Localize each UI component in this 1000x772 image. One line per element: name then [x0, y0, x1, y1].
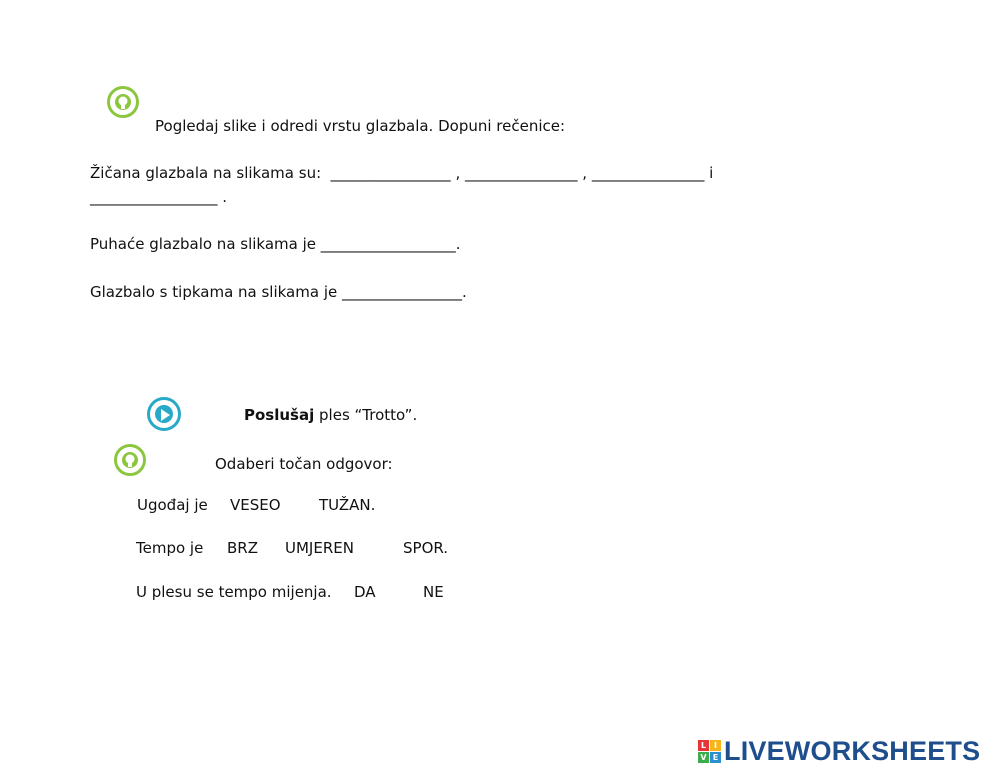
keyboard-instrument-line	[90, 283, 467, 301]
lightbulb-icon	[114, 444, 146, 476]
blank-a[interactable]: ________________	[330, 164, 451, 182]
liveworksheets-logo	[698, 736, 980, 766]
listen-rest: ples “Trotto”.	[319, 406, 418, 424]
line1-text: Žičana glazbala na slikama su:	[90, 164, 322, 182]
option-spor[interactable]: SPOR.	[403, 539, 449, 557]
badge-letter: E	[710, 752, 721, 763]
line3-text: Glazbalo s tipkama na slikama je	[90, 283, 338, 301]
logo-text: LIVEWORKSHEETS	[724, 735, 981, 766]
separator: ,	[455, 164, 461, 182]
option-tuzan[interactable]: TUŽAN.	[319, 496, 376, 514]
listen-text	[244, 406, 417, 424]
string-instruments-line	[90, 164, 713, 182]
line2-text: Puhaće glazbalo na slikama je	[90, 235, 317, 253]
badge-letter: V	[698, 752, 709, 763]
listen-bold: Poslušaj	[244, 406, 315, 424]
option-brz[interactable]: BRZ	[227, 539, 258, 557]
choose-text: Odaberi točan odgovor:	[215, 455, 393, 473]
blank-f[interactable]: ________________	[342, 283, 463, 301]
q1-label: Ugođaj je	[137, 496, 208, 514]
string-instruments-line-cont	[90, 188, 227, 206]
wind-instrument-line	[90, 235, 461, 253]
option-ne[interactable]: NE	[423, 583, 444, 601]
logo-badge	[698, 740, 721, 763]
play-icon[interactable]	[147, 397, 181, 431]
option-veseo[interactable]: VESEO	[230, 496, 281, 514]
q2-label: Tempo je	[136, 539, 204, 557]
lightbulb-icon	[107, 86, 139, 118]
period: .	[455, 235, 461, 253]
q3-label: U plesu se tempo mijenja.	[136, 583, 332, 601]
badge-letter: I	[710, 740, 721, 751]
blank-c[interactable]: _______________	[591, 164, 705, 182]
period: .	[462, 283, 467, 301]
option-da[interactable]: DA	[354, 583, 376, 601]
separator: ,	[582, 164, 588, 182]
blank-b[interactable]: _______________	[465, 164, 578, 182]
badge-letter: L	[698, 740, 709, 751]
option-umjeren[interactable]: UMJEREN	[285, 539, 354, 557]
period: .	[222, 188, 228, 206]
blank-d[interactable]: _________________	[90, 188, 218, 206]
instruction-text: Pogledaj slike i odredi vrstu glazbala. Dopuni rečenice:	[155, 117, 566, 135]
blank-e[interactable]: __________________	[320, 235, 456, 253]
conjunction: i	[709, 164, 714, 182]
